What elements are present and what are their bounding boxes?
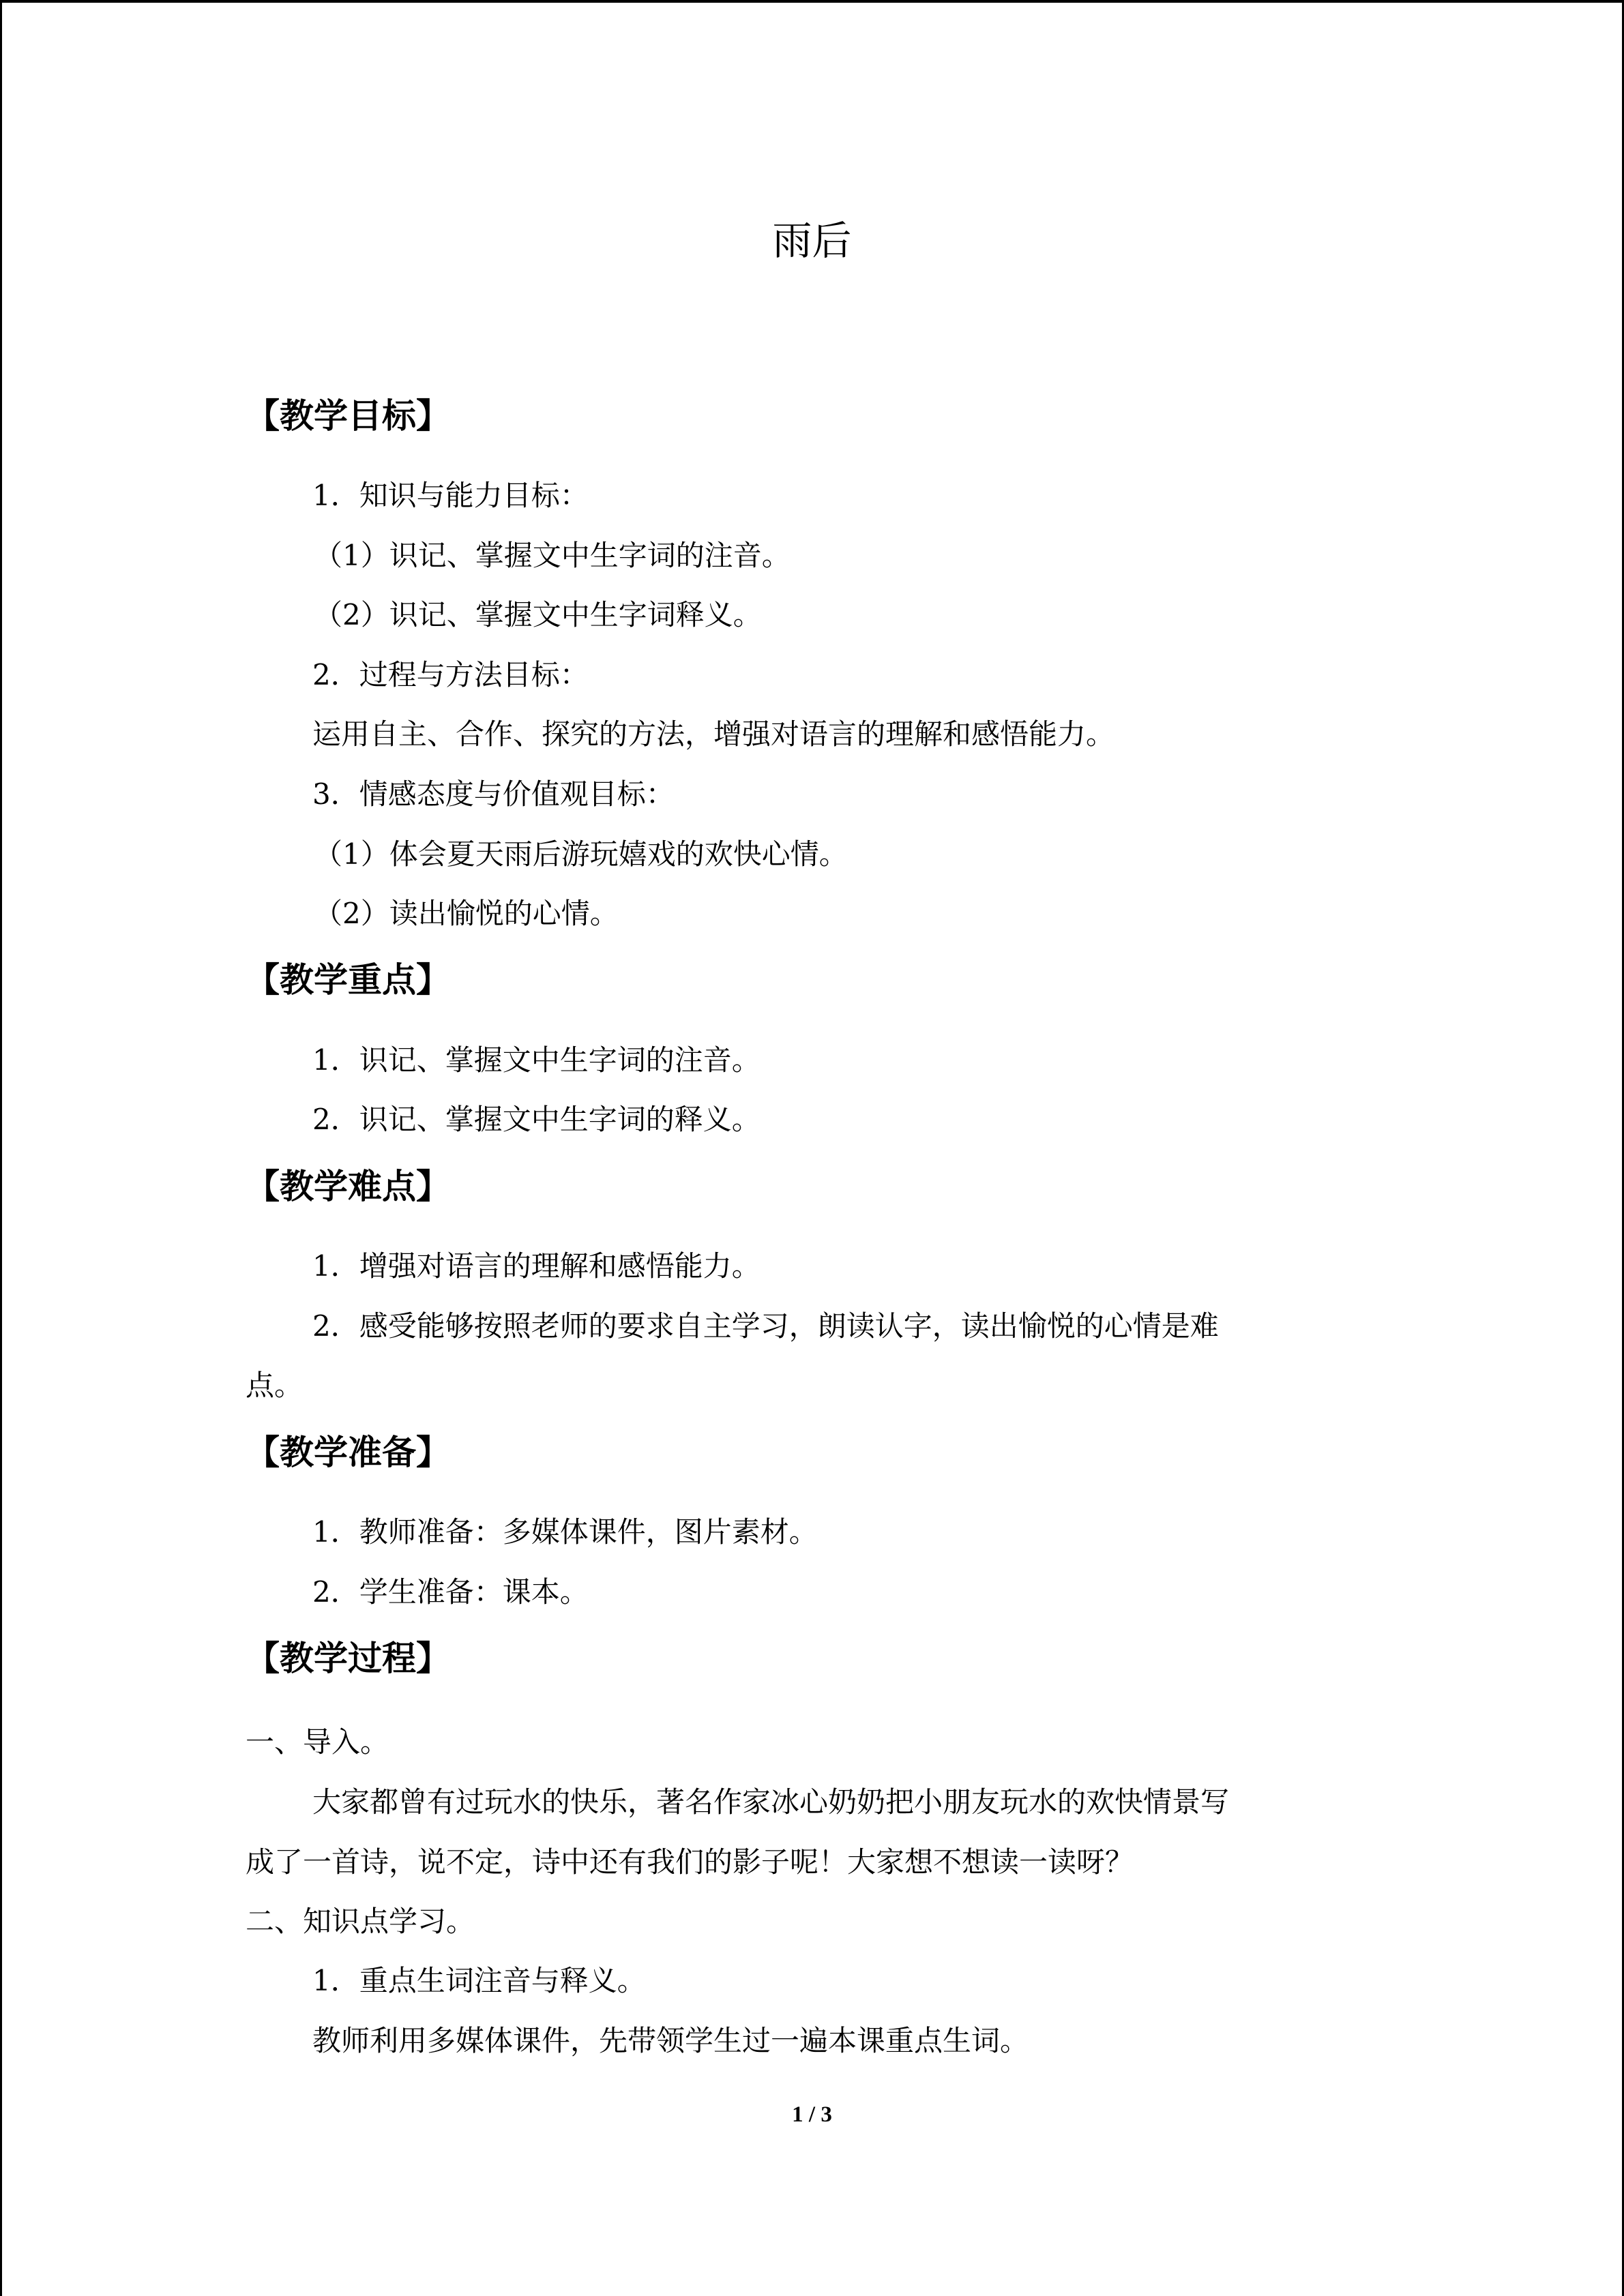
objective-line: 运用自主、合作、探究的方法，增强对语言的理解和感悟能力。 [312, 717, 1115, 751]
page-number: 1 / 3 [792, 2102, 832, 2127]
section-heading-key-points: 【教学重点】 [246, 960, 450, 1000]
objective-line: （1）体会夏天雨后游玩嬉戏的欢快心情。 [314, 837, 848, 871]
process-line: 二、知识点学习。 [246, 1905, 475, 1938]
section-heading-preparation: 【教学准备】 [246, 1433, 450, 1472]
objective-line: 1．知识与能力目标： [312, 479, 589, 512]
page-top-border [0, 0, 1624, 3]
key-point-line: 2．识记、掌握文中生字词的释义。 [312, 1103, 761, 1136]
section-heading-process: 【教学过程】 [246, 1639, 450, 1678]
difficulty-line: 2．感受能够按照老师的要求自主学习，朗读认字，读出愉悦的心情是难 [312, 1309, 1219, 1343]
objective-line: 3．情感态度与价值观目标： [312, 777, 675, 811]
page-left-border [0, 0, 2, 2296]
document-title: 雨后 [772, 218, 852, 264]
process-line: 成了一首诗，说不定，诗中还有我们的影子呢！大家想不想读一读呀？ [246, 1845, 1134, 1879]
process-line: 1．重点生词注音与释义。 [312, 1964, 646, 1997]
preparation-line: 2．学生准备：课本。 [312, 1575, 589, 1609]
difficulty-line: 点。 [246, 1369, 304, 1402]
difficulty-line: 1．增强对语言的理解和感悟能力。 [312, 1249, 761, 1283]
objective-line: （1）识记、掌握文中生字词的注音。 [314, 539, 791, 572]
process-line: 大家都曾有过玩水的快乐，著名作家冰心奶奶把小朋友玩水的欢快情景写 [312, 1785, 1230, 1819]
objective-line: （2）读出愉悦的心情。 [314, 897, 619, 930]
section-heading-difficulties: 【教学难点】 [246, 1167, 450, 1206]
objective-line: （2）识记、掌握文中生字词释义。 [314, 598, 762, 631]
key-point-line: 1．识记、掌握文中生字词的注音。 [312, 1043, 761, 1077]
preparation-line: 1．教师准备：多媒体课件，图片素材。 [312, 1515, 818, 1549]
section-heading-objectives: 【教学目标】 [246, 396, 450, 436]
objective-line: 2．过程与方法目标： [312, 658, 589, 691]
process-line: 一、导入。 [246, 1725, 389, 1759]
process-line: 教师利用多媒体课件，先带领学生过一遍本课重点生词。 [312, 2024, 1029, 2057]
